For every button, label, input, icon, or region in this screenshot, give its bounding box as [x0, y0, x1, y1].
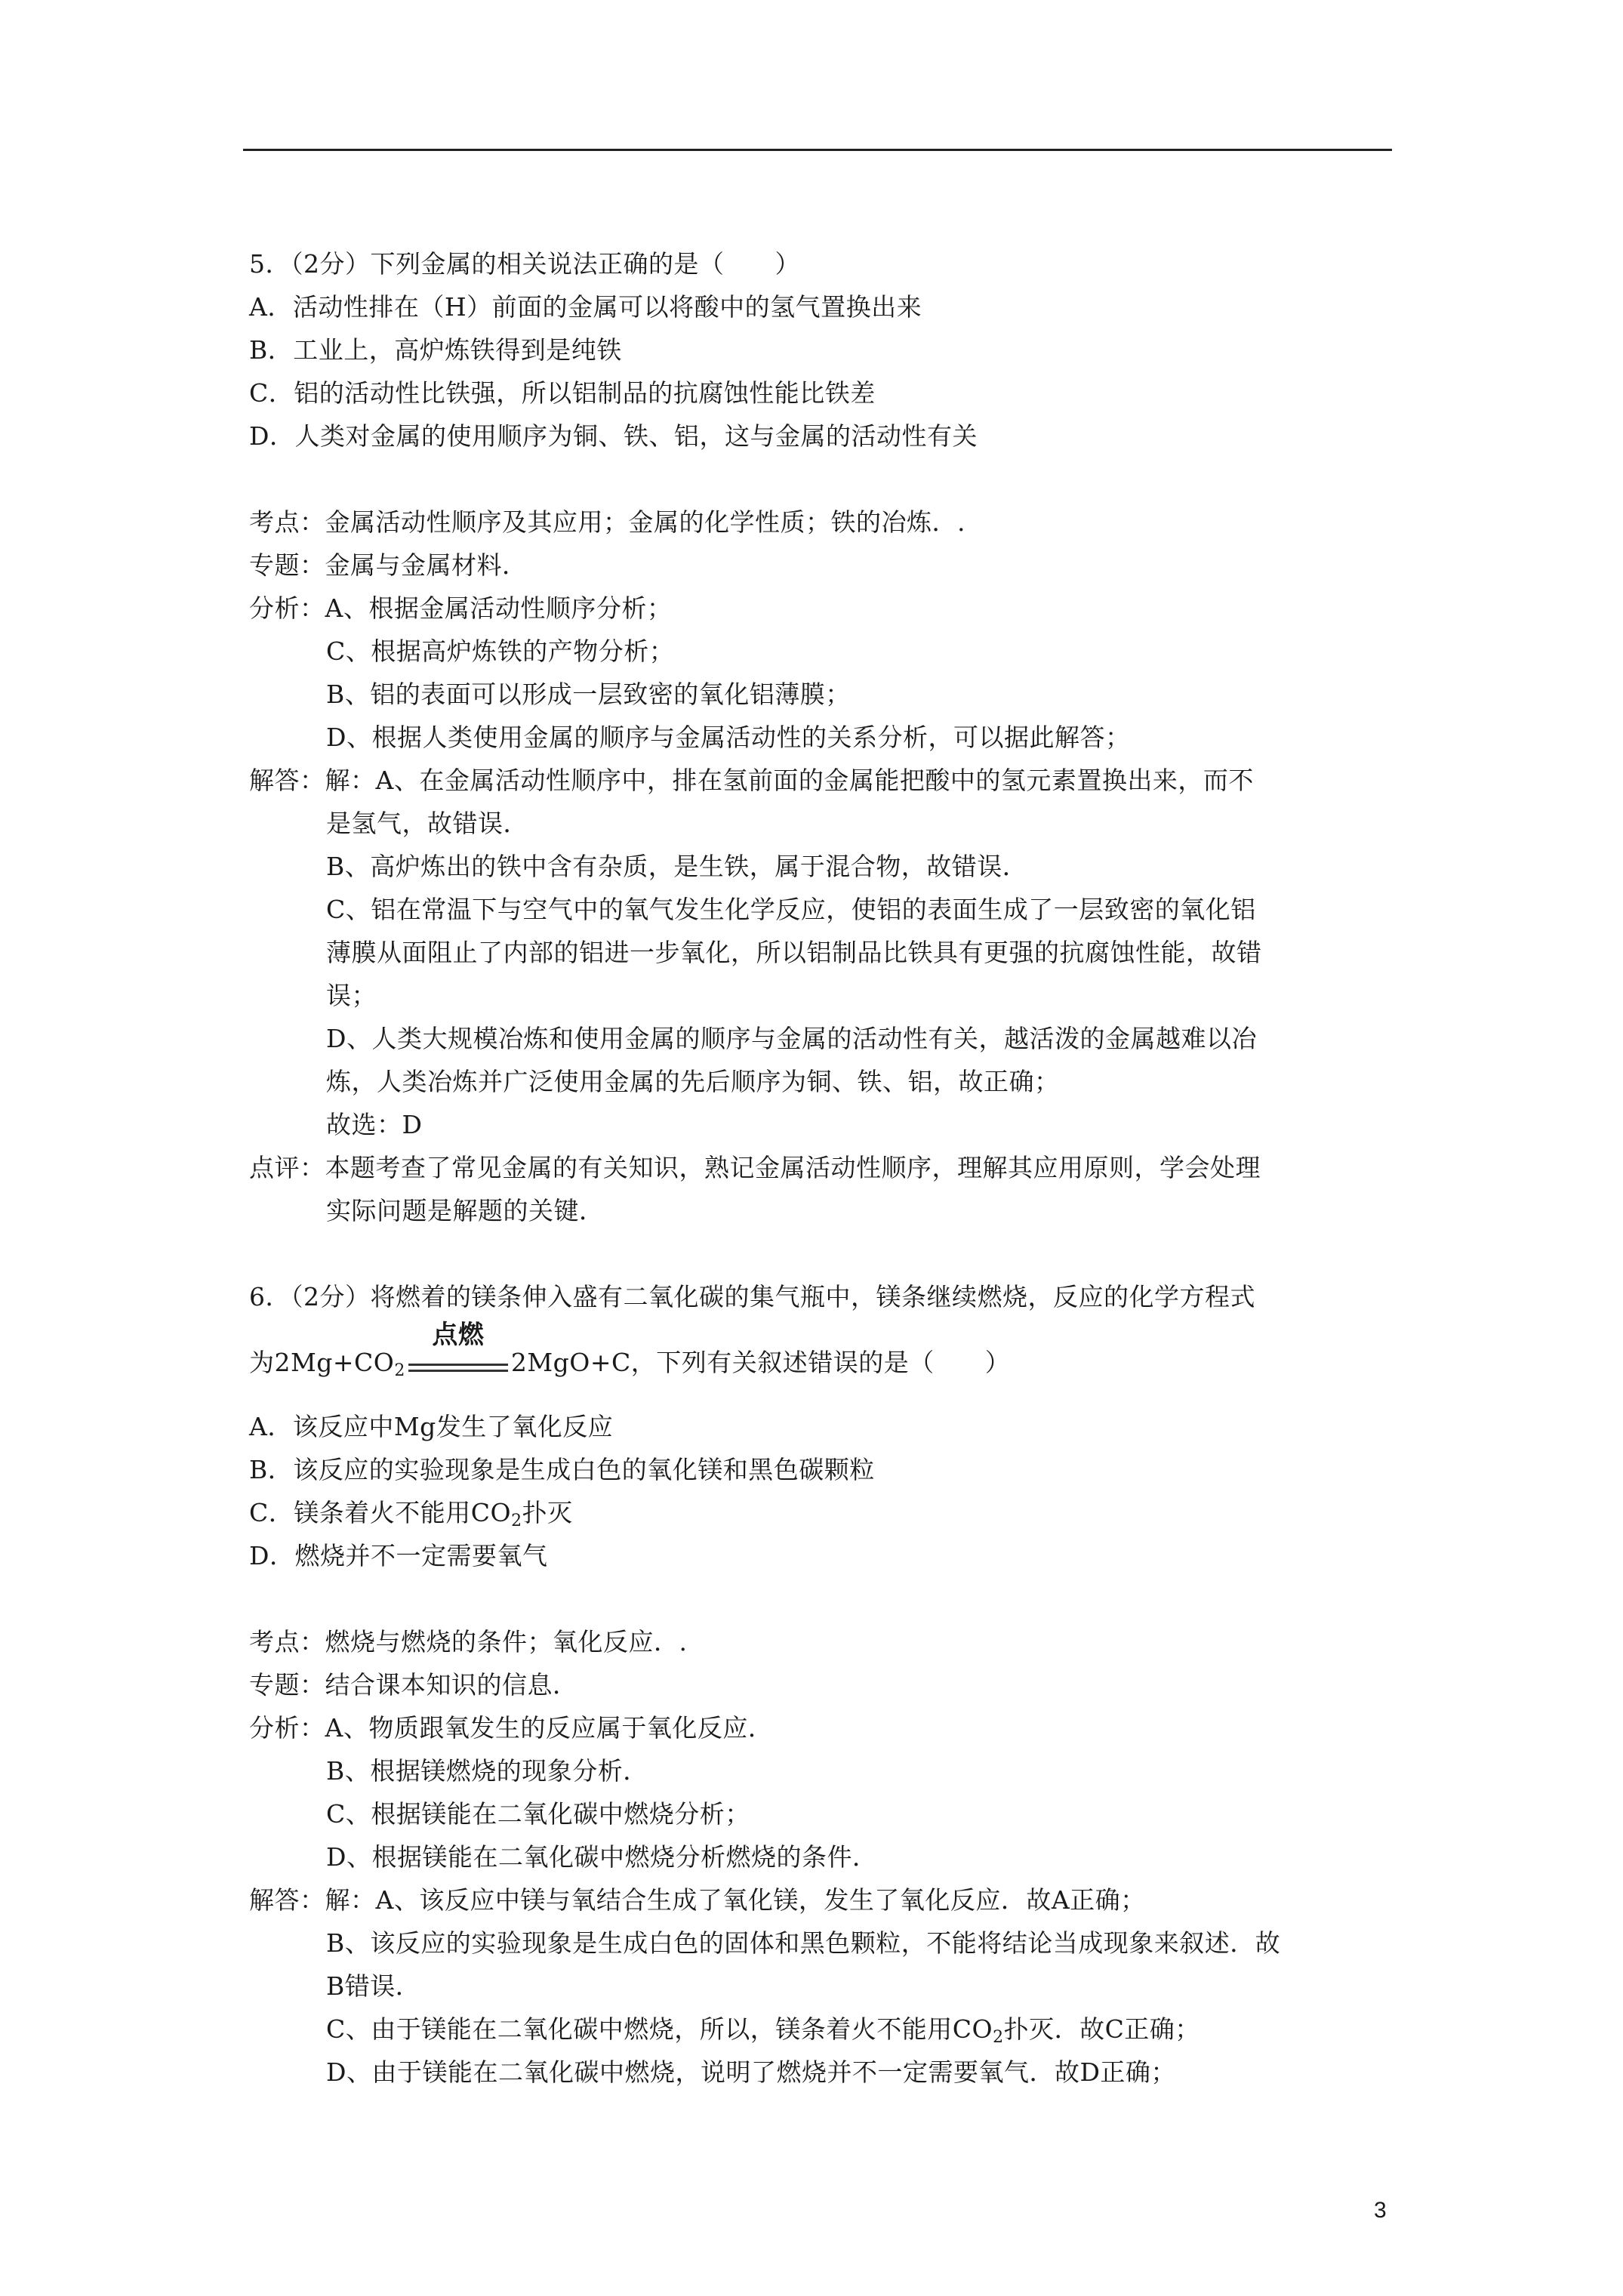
q6-fenxi-head: 分析：A、物质跟氧发生的反应属于氧化反应．	[249, 1713, 774, 1743]
q5-jieda-head: 解答：解：A、在金属活动性顺序中，排在氢前面的金属能把酸中的氢元素置换出来，而不	[249, 766, 1254, 795]
q5-option-d: D．人类对金属的使用顺序为铜、铁、铝，这与金属的活动性有关	[249, 421, 978, 451]
q6-jieda-line: B错误．	[326, 1971, 421, 2001]
q6-stem-pre: 为2Mg+CO	[249, 1348, 395, 1377]
co2-subscript: 2	[394, 1361, 405, 1380]
q6-stem-equation	[249, 1320, 1011, 1382]
equation-bar-top	[408, 1364, 508, 1366]
q5-jieda-line: C、铝在常温下与空气中的氧气发生化学反应，使铝的表面生成了一层致密的氧化铝	[326, 895, 1256, 924]
header-rule	[243, 149, 1392, 151]
equation-bar-bottom	[408, 1370, 508, 1372]
q6-option-c-post: 扑灭	[522, 1498, 573, 1527]
q5-jieda-line: 炼，人类冶炼并广泛使用金属的先后顺序为铜、铁、铝，故正确；	[326, 1067, 1060, 1096]
co2-subscript: 2	[511, 1512, 522, 1530]
q6-fenxi-line: D、根据镁能在二氧化碳中燃烧分析燃烧的条件．	[326, 1842, 878, 1872]
q5-jieda-line: 误；	[326, 981, 377, 1010]
q5-jieda-line: 故选：D	[326, 1110, 423, 1139]
q6-jieda-head: 解答：解：A、该反应中镁与氧结合生成了氧化镁，发生了氧化反应．故A正确；	[249, 1885, 1146, 1915]
q5-dianping-head: 点评：本题考查了常见金属的有关知识，熟记金属活动性顺序，理解其应用原则，学会处理	[249, 1153, 1261, 1182]
reaction-arrow	[405, 1320, 511, 1382]
q6-fenxi-line: C、根据镁能在二氧化碳中燃烧分析；	[326, 1799, 750, 1829]
q6-jieda-c-post: 扑灭．故C正确；	[1003, 2014, 1200, 2044]
q5-option-a: A．活动性排在（H）前面的金属可以将酸中的氢气置换出来	[249, 292, 922, 322]
q5-zhuanti: 专题：金属与金属材料．	[249, 550, 528, 580]
q5-fenxi-line: C、根据高炉炼铁的产物分析；	[326, 636, 675, 666]
q6-option-c-pre: C．镁条着火不能用CO	[249, 1498, 512, 1527]
q5-dianping-line: 实际问题是解题的关键．	[326, 1196, 605, 1225]
q6-jieda-c-pre: C、由于镁能在二氧化碳中燃烧，所以，镁条着火不能用CO	[326, 2014, 993, 2044]
q5-option-b: B．工业上，高炉炼铁得到是纯铁	[249, 335, 622, 365]
reaction-condition: 点燃	[432, 1320, 485, 1350]
q6-option-d: D．燃烧并不一定需要氧气	[249, 1541, 548, 1570]
q5-stem: 5．（2分）下列金属的相关说法正确的是（ ）	[249, 249, 800, 279]
q5-option-c: C．铝的活动性比铁强，所以铝制品的抗腐蚀性能比铁差	[249, 378, 876, 408]
q5-fenxi-line: D、根据人类使用金属的顺序与金属活动性的关系分析，可以据此解答；	[326, 723, 1131, 752]
q6-fenxi-line: B、根据镁燃烧的现象分析．	[326, 1756, 648, 1786]
q5-jieda-line: D、人类大规模冶炼和使用金属的顺序与金属的活动性有关，越活泼的金属越难以冶	[326, 1024, 1257, 1053]
q5-fenxi-line: B、铝的表面可以形成一层致密的氧化铝薄膜；	[326, 680, 851, 709]
q6-option-a: A．该反应中Mg发生了氧化反应	[249, 1412, 614, 1441]
q6-option-c	[249, 1494, 573, 1532]
q5-kaodian: 考点：金属活动性顺序及其应用；金属的化学性质；铁的冶炼．.	[249, 507, 965, 537]
co2-subscript: 2	[993, 2028, 1004, 2047]
q5-jieda-line: 是氢气，故错误．	[326, 809, 528, 838]
q6-jieda-line: B、该反应的实验现象是生成白色的固体和黑色颗粒，不能将结论当成现象来叙述．故	[326, 1928, 1281, 1958]
q6-jieda-line-c	[326, 2011, 1200, 2048]
q6-stem-line1: 6．（2分）将燃着的镁条伸入盛有二氧化碳的集气瓶中，镁条继续燃烧，反应的化学方程式	[249, 1282, 1255, 1311]
q6-jieda-line: D、由于镁能在二氧化碳中燃烧，说明了燃烧并不一定需要氧气．故D正确；	[326, 2057, 1176, 2087]
q5-fenxi-head: 分析：A、根据金属活动性顺序分析；	[249, 593, 673, 623]
q5-jieda-line: 薄膜从面阻止了内部的铝进一步氧化，所以铝制品比铁具有更强的抗腐蚀性能，故错	[326, 938, 1262, 967]
q6-stem-post: 2MgO+C，下列有关叙述错误的是（ ）	[510, 1348, 1011, 1377]
page-number: 3	[1374, 2198, 1387, 2223]
q5-jieda-line: B、高炉炼出的铁中含有杂质，是生铁，属于混合物，故错误．	[326, 852, 1028, 881]
q6-option-b: B．该反应的实验现象是生成白色的氧化镁和黑色碳颗粒	[249, 1455, 875, 1484]
q6-kaodian: 考点：燃烧与燃烧的条件；氧化反应．.	[249, 1627, 688, 1657]
q6-zhuanti: 专题：结合课本知识的信息．	[249, 1670, 578, 1700]
